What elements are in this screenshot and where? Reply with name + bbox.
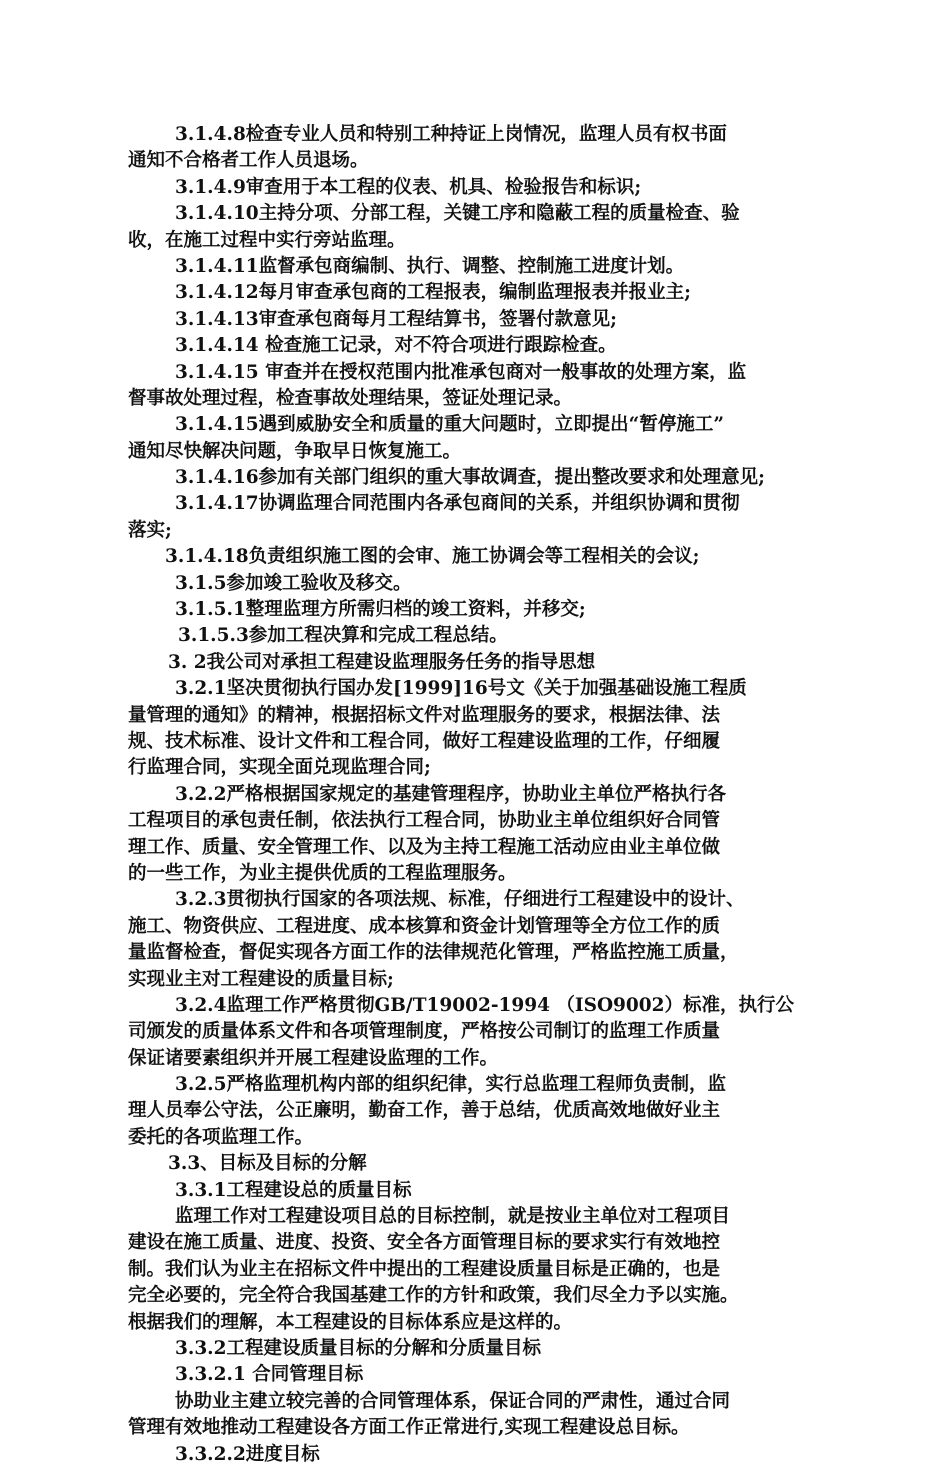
- document-line: 行监理合同，实现全面兑现监理合同;: [128, 757, 431, 779]
- document-line: 工程项目的承包责任制，依法执行工程合同，协助业主单位组织好合同管: [128, 810, 721, 832]
- document-line: 3.1.4.14 检查施工记录，对不符合项进行跟踪检查。: [175, 335, 617, 357]
- document-line: 3.2.1坚决贯彻执行国办发[1999]16号文《关于加强基础设施工程质: [175, 678, 747, 700]
- document-line: 3.3.2.1 合同管理目标: [175, 1364, 364, 1386]
- document-line: 司颁发的质量体系文件和各项管理制度，严格按公司制订的监理工作质量: [128, 1021, 721, 1043]
- document-line: 3.1.4.17协调监理合同范围内各承包商间的关系，并组织协调和贯彻: [175, 493, 740, 515]
- document-line: 3.1.4.18负责组织施工图的会审、施工协调会等工程相关的会议;: [165, 546, 700, 568]
- document-line: 管理有效地推动工程建设各方面工作正常进行,实现工程建设总目标。: [128, 1417, 690, 1439]
- document-line: 3.1.4.15遇到威胁安全和质量的重大问题时，立即提出“暂停施工”: [175, 414, 724, 436]
- document-line: 3.2.4监理工作严格贯彻GB/T19002-1994 （ISO9002）标准，执行公: [175, 994, 795, 1016]
- document-line: 3.2.2严格根据国家规定的基建管理程序，协助业主单位严格执行各: [175, 783, 727, 805]
- document-line: 3.1.4.10主持分项、分部工程，关键工序和隐蔽工程的质量检查、验: [175, 203, 740, 225]
- document-line: 量监督检查，督促实现各方面工作的法律规范化管理，严格监控施工质量，: [128, 942, 739, 964]
- document-line: 3.3.2.2进度目标: [175, 1443, 320, 1465]
- document-line: 3.1.4.9审查用于本工程的仪表、机具、检验报告和标识;: [175, 176, 642, 198]
- document-line: 3. 2我公司对承担工程建设监理服务任务的指导思想: [168, 651, 596, 673]
- document-line: 3.1.5参加竣工验收及移交。: [175, 572, 412, 594]
- document-line: 3.1.4.11监督承包商编制、执行、调整、控制施工进度计划。: [175, 255, 685, 277]
- document-line: 理工作、质量、安全管理工作、以及为主持工程施工活动应由业主单位做: [128, 836, 721, 858]
- document-line: 保证诸要素组织并开展工程建设监理的工作。: [128, 1047, 499, 1069]
- document-line: 3.1.4.8检查专业人员和特别工种持证上岗情况，监理人员有权书面: [175, 124, 727, 145]
- document-line: 监理工作对工程建设项目总的目标控制，就是按业主单位对工程项目: [175, 1206, 731, 1228]
- document-line: 实现业主对工程建设的质量目标;: [128, 968, 394, 990]
- document-line: 根据我们的理解，本工程建设的目标体系应是这样的。: [128, 1311, 573, 1333]
- document-line: 量管理的通知》的精神，根据招标文件对监理服务的要求，根据法律、法: [128, 704, 721, 726]
- document-line: 的一些工作，为业主提供优质的工程监理服务。: [128, 862, 517, 884]
- document-line: 3.1.5.1整理监理方所需归档的竣工资料，并移交;: [175, 599, 586, 621]
- document-line: 施工、物资供应、工程进度、成本核算和资金计划管理等全方位工作的质: [128, 915, 721, 937]
- document-line: 制。我们认为业主在招标文件中提出的工程建设质量目标是正确的，也是: [128, 1258, 721, 1280]
- document-line: 3.1.5.3参加工程决算和完成工程总结。: [178, 625, 508, 647]
- document-line: 3.2.5严格监理机构内部的组织纪律，实行总监理工程师负责制，监: [175, 1074, 727, 1096]
- document-line: 3.1.4.16参加有关部门组织的重大事故调查，提出整改要求和处理意见;: [175, 467, 766, 489]
- document-page: [0, 122, 950, 1468]
- document-line: 落实;: [128, 519, 172, 541]
- document-line: 3.1.4.15 审查并在授权范围内批准承包商对一般事故的处理方案，监: [175, 361, 747, 383]
- document-line: 督事故处理过程，检查事故处理结果，签证处理记录。: [128, 387, 573, 409]
- document-line: 3.3.2工程建设质量目标的分解和分质量目标: [175, 1337, 541, 1359]
- document-line: 协助业主建立较完善的合同管理体系，保证合同的严肃性，通过合同: [175, 1390, 731, 1412]
- document-line: 通知不合格者工作人员退场。: [128, 150, 369, 172]
- document-line: 3.3、目标及目标的分解: [168, 1153, 367, 1175]
- document-line: 通知尽快解决问题，争取早日恢复施工。: [128, 440, 462, 462]
- document-line: 3.1.4.12每月审查承包商的工程报表，编制监理报表并报业主;: [175, 282, 692, 304]
- document-line: 委托的各项监理工作。: [128, 1126, 314, 1148]
- document-line: 收，在施工过程中实行旁站监理。: [128, 229, 406, 251]
- document-line: 建设在施工质量、进度、投资、安全各方面管理目标的要求实行有效地控: [128, 1232, 721, 1254]
- document-line: 3.2.3贯彻执行国家的各项法规、标准，仔细进行工程建设中的设计、: [175, 889, 745, 911]
- document-line: 完全必要的，完全符合我国基建工作的方针和政策，我们尽全力予以实施。: [128, 1285, 739, 1307]
- document-line: 3.3.1工程建设总的质量目标: [175, 1179, 412, 1201]
- document-line: 3.1.4.13审查承包商每月工程结算书，签署付款意见;: [175, 308, 618, 330]
- document-line: 理人员奉公守法，公正廉明，勤奋工作，善于总结，优质高效地做好业主: [128, 1100, 721, 1122]
- document-line: 规、技术标准、设计文件和工程合同，做好工程建设监理的工作，仔细履: [128, 730, 721, 752]
